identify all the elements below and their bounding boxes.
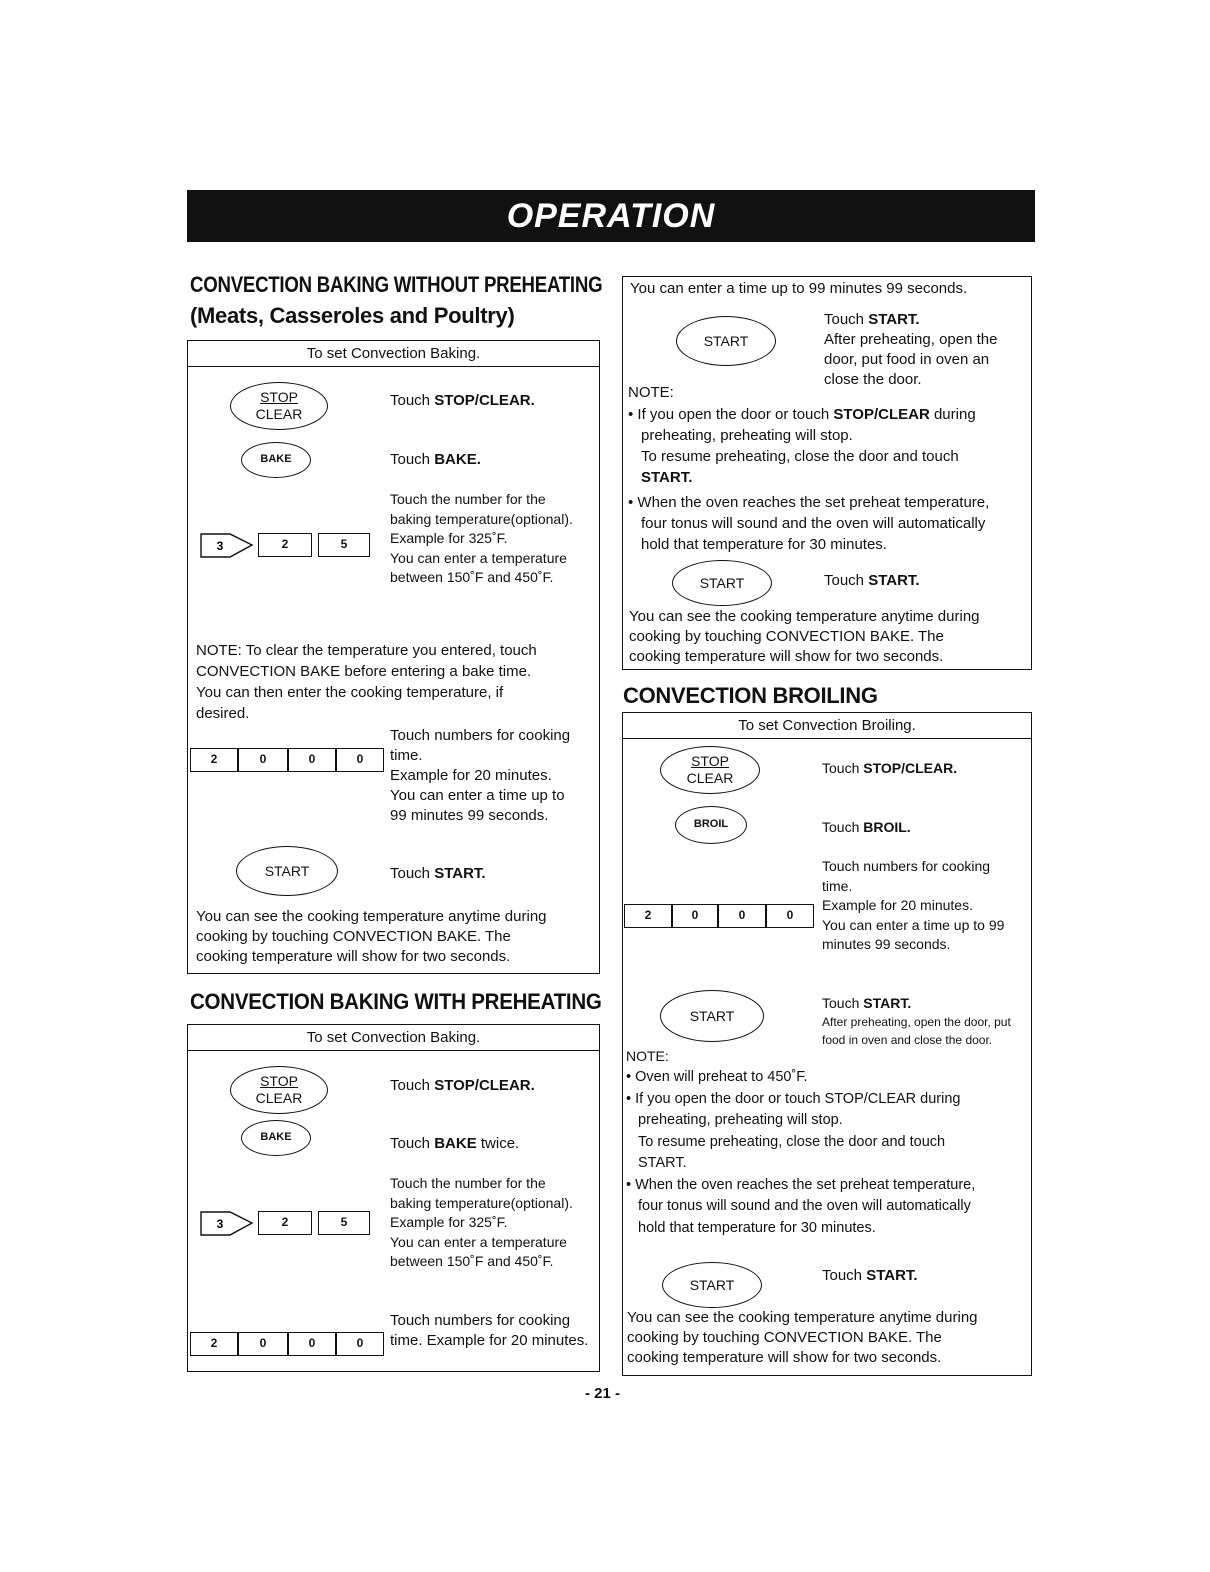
start-button[interactable]: START	[672, 560, 772, 606]
broil-notes: • Oven will preheat to 450˚F. • If you open the door or touch STOP/CLEAR during preheating, preheating will stop. To resume preheating, close the door and touch START. • When the oven reaches the set preheat temperature, four tonus will sound and the oven will automatically hold that temperature for 30 minutes.	[626, 1069, 976, 1236]
step-start: Touch START.	[824, 572, 920, 589]
time-instructions: Touch numbers for cooking time. Example for 20 minutes. You can enter a time up to 99 minutes 99 seconds.	[822, 858, 1005, 952]
note-label: NOTE:	[628, 384, 674, 401]
temp-instructions: Touch the number for the baking temperature(optional). Example for 325˚F. You can enter a temperature between 150˚F and 450˚F.	[390, 491, 573, 585]
number-5-key[interactable]: 5	[318, 1211, 370, 1235]
step-start: Touch START.	[390, 865, 486, 882]
start-button[interactable]: START	[676, 316, 776, 366]
broil-button[interactable]: BROIL	[675, 806, 747, 844]
step-start-after-preheat: Touch START. After preheating, open the door, put food in oven and close the door.	[822, 995, 1011, 1047]
section-heading-convection-broiling: CONVECTION BROILING	[623, 683, 878, 708]
step-stop-clear: Touch STOP/CLEAR.	[822, 760, 958, 776]
stop-clear-button[interactable]: STOP CLEAR	[230, 1066, 328, 1114]
box-title: To set Convection Broiling.	[623, 713, 1031, 739]
svg-text:3: 3	[216, 539, 224, 553]
number-3-arrow-key[interactable]	[200, 532, 255, 560]
number-2-key[interactable]: 2	[258, 1211, 312, 1235]
page-banner: OPERATION	[187, 190, 1035, 242]
number-key[interactable]: 0	[288, 748, 336, 772]
number-key[interactable]: 2	[190, 748, 238, 772]
bullet-preheat-temp: • When the oven reaches the set preheat temperature, four tonus will sound and the oven will automatically hold that temperature for 30 minutes.	[628, 494, 990, 553]
step-start-after-preheat: Touch START. After preheating, open the door, put food in oven an close the door.	[824, 311, 998, 388]
time-instructions: Touch numbers for cooking time. Example for 20 minutes.	[390, 1312, 589, 1349]
number-3-arrow-key[interactable]	[200, 1210, 255, 1238]
step-stop-clear: Touch STOP/CLEAR.	[390, 392, 535, 409]
step-start: Touch START.	[822, 1267, 918, 1284]
page-number: - 21 -	[585, 1385, 621, 1402]
stop-label: STOP	[260, 389, 298, 405]
bake-button[interactable]: BAKE	[241, 442, 311, 478]
start-button[interactable]: START	[662, 1262, 762, 1308]
bake-button[interactable]: BAKE	[241, 1120, 311, 1156]
step-bake: Touch BAKE.	[390, 451, 481, 468]
box-title: To set Convection Baking.	[188, 1025, 599, 1051]
number-key[interactable]: 0	[336, 1332, 384, 1356]
section-heading-baking-with-preheat: CONVECTION BAKING WITH PREHEATING	[190, 989, 602, 1014]
time-limit-note: You can enter a time up to 99 minutes 99 seconds.	[630, 280, 968, 297]
footer-temperature-note: You can see the cooking temperature anytime during cooking by touching CONVECTION BAKE. The cooking temperature will show for two seconds.	[627, 1309, 978, 1366]
number-key[interactable]: 0	[718, 904, 766, 928]
section-subheading: (Meats, Casseroles and Poultry)	[190, 303, 515, 328]
clear-label: CLEAR	[255, 406, 303, 422]
note-label: NOTE:	[626, 1048, 669, 1064]
step-broil: Touch BROIL.	[822, 819, 911, 835]
number-key[interactable]: 0	[766, 904, 814, 928]
bullet-stop-preheat: • If you open the door or touch STOP/CLEAR during preheating, preheating will stop. To resume preheating, close the door and touch START.	[628, 406, 976, 486]
number-key[interactable]: 0	[288, 1332, 336, 1356]
footer-temperature-note: You can see the cooking temperature anytime during cooking by touching CONVECTION BAKE. The cooking temperature will show for two seconds.	[196, 908, 547, 965]
note-clear-temperature: NOTE: To clear the temperature you entered, touch CONVECTION BAKE before entering a bake time. You can then enter the cooking temperature, if desired.	[196, 642, 537, 722]
temp-instructions: Touch the number for the baking temperature(optional). Example for 325˚F. You can enter a temperature between 150˚F and 450˚F.	[390, 1175, 573, 1269]
box-title: To set Convection Baking.	[188, 341, 599, 367]
number-key[interactable]: 0	[238, 1332, 288, 1356]
section-heading-baking-without-preheat: CONVECTION BAKING WITHOUT PREHEATING	[190, 272, 603, 297]
number-key[interactable]: 2	[624, 904, 672, 928]
step-stop-clear: Touch STOP/CLEAR.	[390, 1077, 535, 1094]
number-key[interactable]: 0	[336, 748, 384, 772]
stop-clear-button[interactable]	[230, 382, 328, 430]
stop-clear-button[interactable]: STOP CLEAR	[660, 746, 760, 794]
number-2-key[interactable]: 2	[258, 533, 312, 557]
svg-text:3: 3	[216, 1217, 224, 1231]
step-bake-twice: Touch BAKE twice.	[390, 1135, 520, 1152]
number-key[interactable]: 2	[190, 1332, 238, 1356]
start-button[interactable]: START	[660, 990, 764, 1042]
number-key[interactable]: 0	[672, 904, 718, 928]
footer-temperature-note: You can see the cooking temperature anytime during cooking by touching CONVECTION BAKE. The cooking temperature will show for two seconds.	[629, 608, 980, 665]
number-5-key[interactable]: 5	[318, 533, 370, 557]
start-button[interactable]: START	[236, 846, 338, 896]
time-instructions: Touch numbers for cooking time. Example for 20 minutes. You can enter a time up to 99 minutes 99 seconds.	[390, 727, 571, 824]
number-key[interactable]: 0	[238, 748, 288, 772]
